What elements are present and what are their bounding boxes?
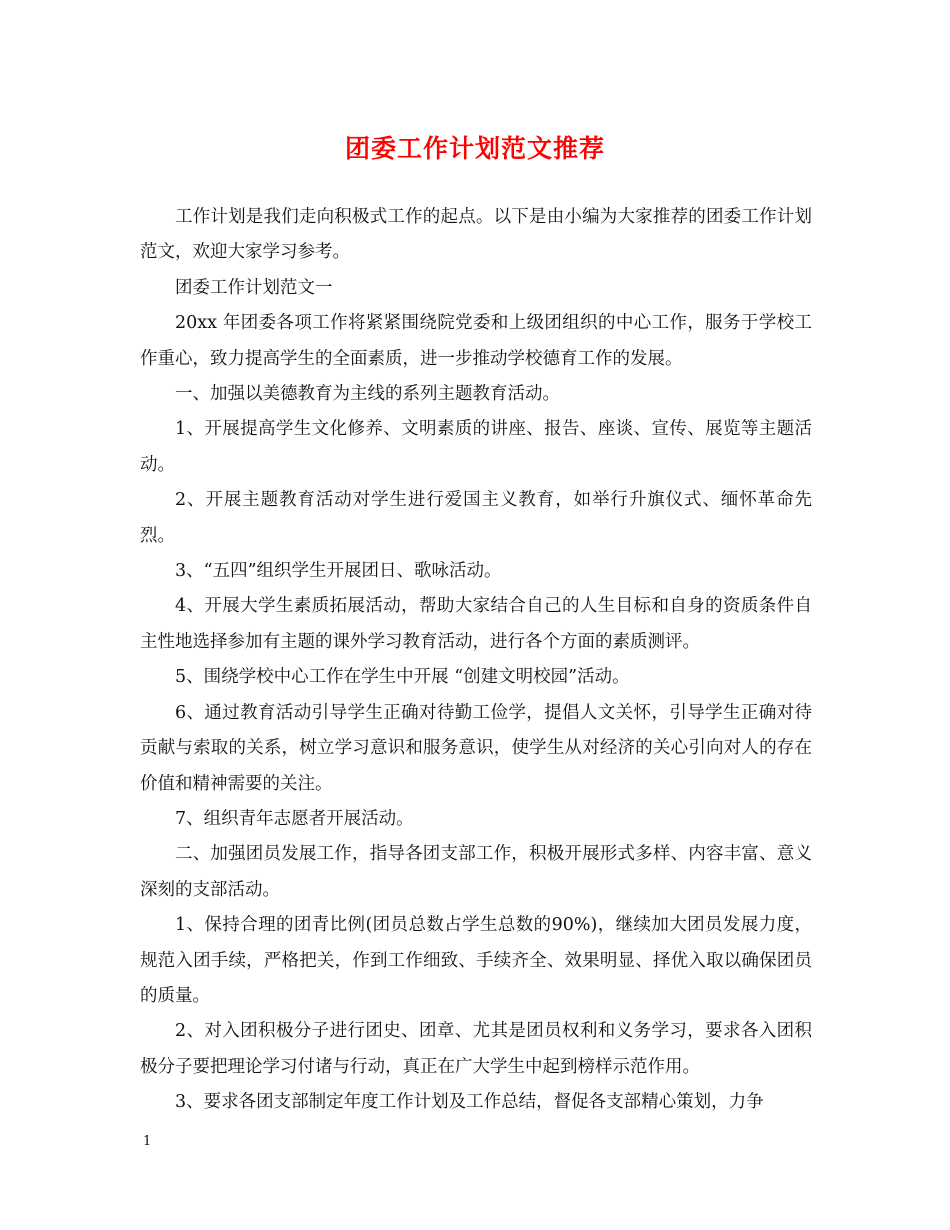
- paragraph: 二、加强团员发展工作，指导各团支部工作，积极开展形式多样、内容丰富、意义深刻的支部活动。: [140, 844, 812, 900]
- document-title: 团委工作计划范文推荐: [344, 134, 605, 163]
- paragraph: 20xx 年团委各项工作将紧紧围绕院党委和上级团组织的中心工作，服务于学校工作重心，致力提高学生的全面素质，进一步推动学校德育工作的发展。: [140, 313, 812, 369]
- paragraph: 3、要求各团支部制定年度工作计划及工作总结，督促各支部精心策划，力争: [175, 1092, 764, 1113]
- paragraph: 2、对入团积极分子进行团史、团章、尤其是团员权利和义务学习，要求各入团积极分子要把理论学习付诸与行动，真正在广大学生中起到榜样示范作用。: [140, 1021, 812, 1077]
- paragraph: 4、开展大学生素质拓展活动，帮助大家结合自己的人生目标和自身的资质条件自主性地选择参加有主题的课外学习教育活动，进行各个方面的素质测评。: [140, 596, 812, 652]
- paragraph: 一、加强以美德教育为主线的系列主题教育活动。: [175, 384, 560, 405]
- page-number: 1: [143, 1134, 152, 1149]
- paragraph: 7、组织青年志愿者开展活动。: [175, 808, 414, 829]
- section-heading: 团委工作计划范文一: [175, 277, 333, 298]
- paragraph: 3、“五四”组织学生开展团日、歌咏活动。: [175, 561, 502, 582]
- paragraph: 1、保持合理的团青比例(团员总数占学生总数的90%)，继续加大团员发展力度，规范入团手续，严格把关，作到工作细致、手续齐全、效果明显、择优入取以确保团员的质量。: [140, 915, 812, 1006]
- paragraph: 工作计划是我们走向积极式工作的起点。以下是由小编为大家推荐的团委工作计划范文，欢迎大家学习参考。: [140, 207, 812, 263]
- paragraph: 2、开展主题教育活动对学生进行爱国主义教育，如举行升旗仪式、缅怀革命先烈。: [140, 490, 812, 546]
- paragraph: 6、通过教育活动引导学生正确对待勤工俭学，提倡人文关怀，引导学生正确对待贡献与索取的关系，树立学习意识和服务意识，使学生从对经济的关心引向对人的存在价值和精神需要的关注。: [140, 702, 812, 794]
- document-body: [140, 200, 812, 1121]
- paragraph: 1、开展提高学生文化修养、文明素质的讲座、报告、座谈、宣传、展览等主题活动。: [140, 419, 812, 475]
- paragraph: 5、围绕学校中心工作在学生中开展 “创建文明校园”活动。: [175, 667, 630, 688]
